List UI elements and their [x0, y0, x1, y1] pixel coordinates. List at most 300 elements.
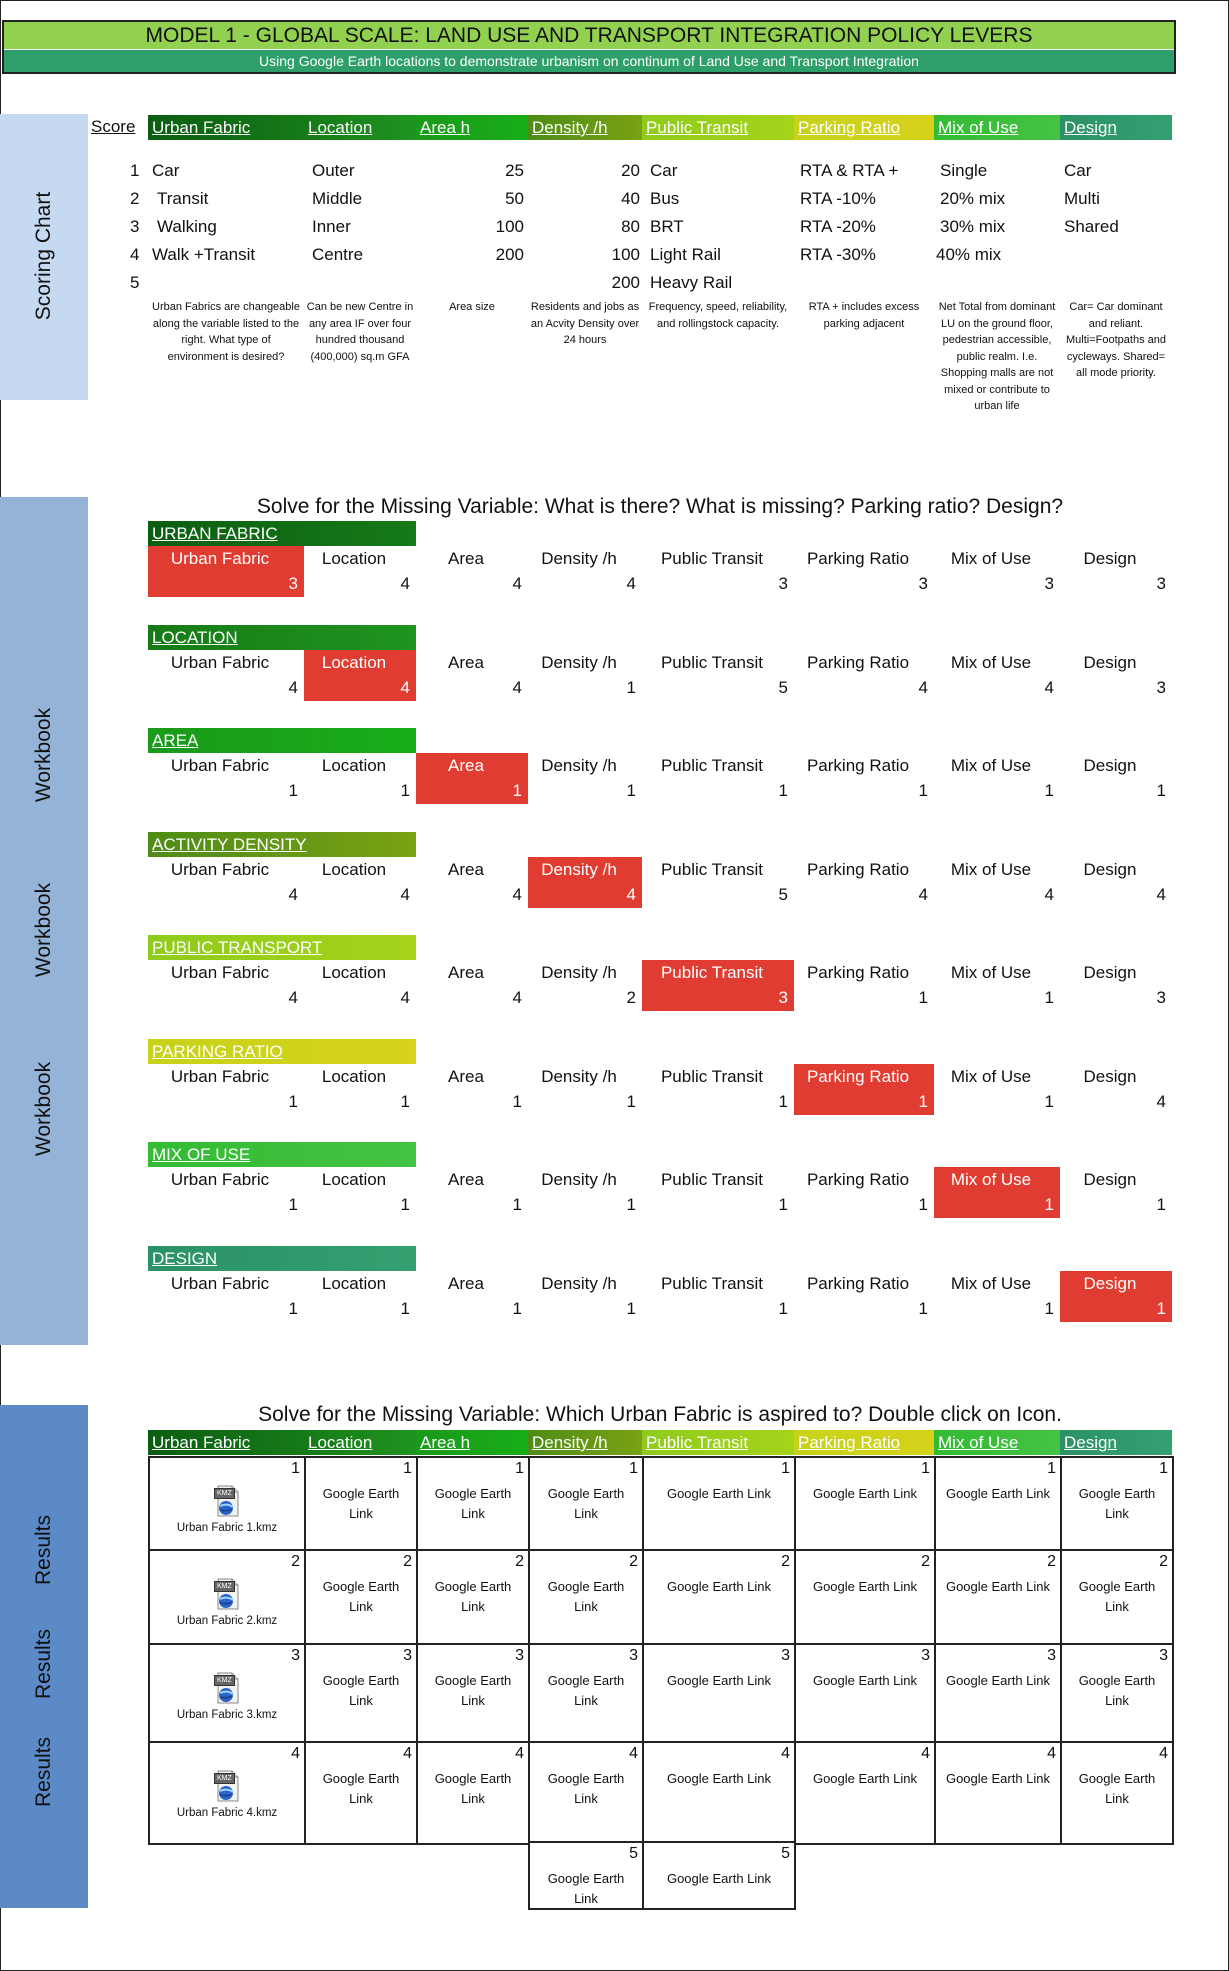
workbook-value: 3	[1156, 678, 1166, 697]
google-earth-link-cell[interactable]	[642, 1549, 796, 1645]
workbook-label: Mix of Use	[950, 1170, 1032, 1189]
workbook-label: Area	[448, 756, 484, 775]
workbook-label: Design	[1083, 963, 1137, 982]
workbook-label: Location	[321, 1274, 387, 1293]
workbook-label: Area	[448, 963, 484, 982]
workbook-label: Density /h	[541, 653, 617, 672]
kmz-file-icon[interactable]	[212, 1577, 242, 1611]
google-earth-link-cell[interactable]	[304, 1456, 418, 1551]
scoring-parking-value: RTA -30%	[800, 245, 876, 264]
workbook-section-header: MIX OF USE	[148, 1142, 416, 1167]
workbook-label: Parking Ratio	[806, 1067, 910, 1086]
google-earth-link[interactable]: Google Earth Link	[666, 1871, 772, 1886]
scoring-public-transit-value: Car	[650, 161, 678, 180]
cell-number: 3	[629, 1647, 638, 1664]
scoring-parking-value: RTA -10%	[800, 189, 876, 208]
workbook-value: 4	[512, 885, 522, 904]
workbook-section-header: DESIGN	[148, 1246, 416, 1271]
workbook-label: Mix of Use	[950, 963, 1032, 982]
workbook-label: Public Transit	[660, 756, 764, 775]
google-earth-link-cell[interactable]	[642, 1643, 796, 1743]
scoring-public-transit-value: BRT	[650, 217, 684, 236]
scoring-public-transit-value: Light Rail	[650, 245, 721, 264]
workbook-label: Public Transit	[660, 860, 764, 879]
google-earth-link[interactable]: Google Earth Link	[945, 1771, 1051, 1786]
workbook-value: 3	[1044, 574, 1054, 593]
results-header-area: Area h	[416, 1430, 528, 1455]
workbook-label: Public Transit	[660, 1170, 764, 1189]
google-earth-link-cell[interactable]	[528, 1456, 644, 1551]
workbook-section-header: ACTIVITY DENSITY	[148, 832, 416, 857]
workbook-label: Mix of Use	[950, 1067, 1032, 1086]
google-earth-link-cell[interactable]	[642, 1841, 796, 1910]
cell-number: 4	[403, 1745, 412, 1762]
google-earth-link[interactable]: Google Earth Link	[812, 1579, 918, 1594]
workbook-label: Location	[321, 963, 387, 982]
google-earth-link-cell[interactable]	[1060, 1741, 1174, 1845]
workbook-value: 1	[778, 1195, 788, 1214]
workbook-value: 4	[1044, 885, 1054, 904]
google-earth-link-cell[interactable]	[934, 1643, 1062, 1743]
cell-number: 1	[1047, 1460, 1056, 1477]
scoring-chart-band	[0, 114, 88, 400]
google-earth-link[interactable]: Google Earth Link	[666, 1579, 772, 1594]
workbook-value: 4	[288, 988, 298, 1007]
workbook-value: 1	[1044, 1092, 1054, 1111]
google-earth-link-cell[interactable]	[528, 1549, 644, 1645]
score-number: 1	[130, 161, 140, 180]
workbook-label: Public Transit	[660, 1274, 764, 1293]
cell-number: 2	[515, 1553, 524, 1570]
scoring-density-value: 20	[621, 161, 640, 180]
workbook-value: 4	[400, 988, 410, 1007]
workbook-label-2: Workbook	[32, 882, 55, 978]
workbook-value: 5	[778, 678, 788, 697]
workbook-label: Area	[448, 549, 484, 568]
workbook-label: Location	[321, 1067, 387, 1086]
workbook-label: Urban Fabric	[170, 963, 270, 982]
google-earth-link-cell[interactable]	[304, 1741, 418, 1845]
workbook-title: Solve for the Missing Variable: What is there? What is missing? Parking ratio? Design?	[256, 495, 1064, 518]
kmz-badge: KMZ	[214, 1488, 235, 1499]
urban-fabric-kmz-cell[interactable]	[148, 1549, 306, 1645]
scoring-urban-fabric-value: Walk +Transit	[152, 245, 256, 264]
google-earth-link-cell[interactable]	[304, 1643, 418, 1743]
cell-number: 2	[291, 1553, 300, 1570]
workbook-label: Design	[1083, 756, 1137, 775]
cell-number: 3	[921, 1647, 930, 1664]
workbook-section-header: PUBLIC TRANSPORT	[148, 935, 416, 960]
google-earth-link-cell[interactable]	[794, 1643, 936, 1743]
scoring-density-value: 100	[611, 245, 640, 264]
google-earth-link[interactable]: Google Earth Link	[1078, 1486, 1156, 1521]
workbook-value: 1	[1044, 988, 1054, 1007]
workbook-label: Mix of Use	[950, 860, 1032, 879]
kmz-file-icon[interactable]	[212, 1769, 242, 1803]
google-earth-link-cell[interactable]	[304, 1549, 418, 1645]
google-earth-link-cell[interactable]	[528, 1741, 644, 1845]
results-header-public-transit: Public Transit	[642, 1430, 794, 1455]
score-label: Score	[91, 117, 136, 136]
workbook-value: 4	[288, 678, 298, 697]
workbook-value: 1	[626, 1299, 636, 1318]
scoring-location-value: Inner	[312, 217, 351, 236]
results-title: Solve for the Missing Variable: Which Urban Fabric is aspired to? Double click on Icon.	[258, 1403, 1062, 1426]
google-earth-link[interactable]: Google Earth Link	[1078, 1579, 1156, 1614]
workbook-label: Public Transit	[660, 963, 764, 982]
cell-number: 3	[291, 1647, 300, 1664]
workbook-label-1: Workbook	[32, 707, 55, 803]
scoring-note-public-transit: Frequency, speed, reliability, and rollingstock capacity.	[648, 301, 788, 330]
workbook-label-3: Workbook	[32, 1061, 55, 1157]
scoring-header-public-transit: Public Transit	[642, 115, 794, 140]
google-earth-link-cell[interactable]	[528, 1643, 644, 1743]
workbook-value: 1	[1156, 781, 1166, 800]
scoring-urban-fabric-value: Car	[152, 161, 180, 180]
workbook-label: Parking Ratio	[806, 860, 910, 879]
workbook-value: 1	[626, 1195, 636, 1214]
cell-number: 4	[291, 1745, 300, 1762]
workbook-label: Location	[321, 653, 387, 672]
workbook-value: 4	[626, 574, 636, 593]
workbook-value: 4	[400, 678, 410, 697]
workbook-value: 4	[512, 988, 522, 1007]
google-earth-link-cell[interactable]	[794, 1456, 936, 1551]
google-earth-link[interactable]: Google Earth Link	[547, 1486, 625, 1521]
cell-number: 4	[921, 1745, 930, 1762]
cell-number: 3	[781, 1647, 790, 1664]
workbook-label: Area	[448, 1170, 484, 1189]
cell-number: 5	[629, 1845, 638, 1862]
cell-number: 1	[1159, 1460, 1168, 1477]
kmz-badge: KMZ	[214, 1773, 235, 1784]
workbook-value: 1	[400, 1195, 410, 1214]
google-earth-link[interactable]: Google Earth Link	[945, 1673, 1051, 1688]
workbook-label: Density /h	[541, 1274, 617, 1293]
workbook-label: Urban Fabric	[170, 756, 270, 775]
google-earth-link[interactable]: Google Earth Link	[666, 1673, 772, 1688]
scoring-public-transit-value: Heavy Rail	[650, 273, 733, 292]
workbook-label: Mix of Use	[950, 1274, 1032, 1293]
workbook-section-header: URBAN FABRIC	[148, 521, 416, 546]
cell-number: 2	[781, 1553, 790, 1570]
workbook-value: 4	[626, 885, 636, 904]
scoring-header-urban-fabric: Urban Fabric	[148, 115, 304, 140]
urban-fabric-kmz-cell[interactable]	[148, 1741, 306, 1845]
workbook-label: Design	[1083, 549, 1137, 568]
google-earth-link[interactable]: Google Earth Link	[547, 1673, 625, 1708]
scoring-urban-fabric-value: Walking	[157, 217, 217, 236]
workbook-value: 1	[918, 1195, 928, 1214]
workbook-label: Public Transit	[660, 549, 764, 568]
score-number: 2	[130, 189, 140, 208]
workbook-value: 4	[288, 885, 298, 904]
scoring-header-design: Design	[1060, 115, 1172, 140]
results-header-location: Location	[304, 1430, 416, 1455]
workbook-label: Parking Ratio	[806, 1274, 910, 1293]
scoring-note-density: Residents and jobs as an Acvity Density over 24 hours	[530, 301, 640, 346]
workbook-value: 1	[512, 1299, 522, 1318]
page-subtitle: Using Google Earth locations to demonstrate urbanism on continum of Land Use and Transport Integration	[4, 50, 1174, 72]
scoring-parking-value: RTA & RTA +	[800, 161, 899, 180]
scoring-design-value: Shared	[1064, 217, 1119, 236]
cell-number: 1	[515, 1460, 524, 1477]
scoring-note-area: Area size	[449, 301, 495, 313]
workbook-value: 4	[918, 885, 928, 904]
workbook-label: Mix of Use	[950, 549, 1032, 568]
scoring-area-value: 100	[495, 217, 524, 236]
google-earth-link-cell[interactable]	[934, 1741, 1062, 1845]
workbook-label: Design	[1083, 653, 1137, 672]
google-earth-link-cell[interactable]	[416, 1741, 530, 1845]
scoring-header-location: Location	[304, 115, 416, 140]
scoring-note-mix: Net Total from dominant LU on the ground floor, pedestrian accessible, public realm. I.e. Shopping malls are not mixed or contribute to urban life	[938, 301, 1056, 412]
workbook-value: 1	[918, 781, 928, 800]
workbook-value: 2	[626, 988, 636, 1007]
google-earth-link[interactable]: Google Earth Link	[812, 1771, 918, 1786]
page-title: MODEL 1 - GLOBAL SCALE: LAND USE AND TRANSPORT INTEGRATION POLICY LEVERS	[4, 22, 1174, 49]
workbook-label: Urban Fabric	[170, 653, 270, 672]
kmz-file-label[interactable]: Urban Fabric 2.kmz	[176, 1615, 278, 1627]
workbook-value: 4	[512, 574, 522, 593]
workbook-section-header: AREA	[148, 728, 416, 753]
google-earth-link[interactable]: Google Earth Link	[547, 1771, 625, 1806]
score-number: 3	[130, 217, 140, 236]
workbook-value: 1	[288, 1299, 298, 1318]
cell-number: 4	[781, 1745, 790, 1762]
scoring-density-value: 200	[611, 273, 640, 292]
results-label-2: Results	[32, 1628, 55, 1700]
workbook-value: 1	[626, 1092, 636, 1111]
scoring-area-value: 25	[505, 161, 524, 180]
google-earth-link[interactable]: Google Earth Link	[322, 1486, 400, 1521]
workbook-value: 1	[400, 1299, 410, 1318]
workbook-label: Urban Fabric	[170, 1274, 270, 1293]
scoring-density-value: 80	[621, 217, 640, 236]
google-earth-link[interactable]: Google Earth Link	[1078, 1673, 1156, 1708]
kmz-badge: KMZ	[214, 1581, 235, 1592]
google-earth-link-cell[interactable]	[528, 1841, 644, 1910]
google-earth-link[interactable]: Google Earth Link	[945, 1486, 1051, 1501]
workbook-label: Density /h	[541, 549, 617, 568]
workbook-value: 1	[1156, 1299, 1166, 1318]
workbook-label: Urban Fabric	[170, 860, 270, 879]
workbook-value: 1	[918, 988, 928, 1007]
cell-number: 2	[403, 1553, 412, 1570]
workbook-value: 3	[918, 574, 928, 593]
google-earth-link[interactable]: Google Earth Link	[434, 1486, 512, 1521]
scoring-note-design: Car= Car dominant and reliant. Multi=Footpaths and cycleways. Shared= all mode priority.	[1066, 301, 1166, 379]
workbook-label: Area	[448, 1067, 484, 1086]
workbook-label: Parking Ratio	[806, 756, 910, 775]
workbook-value: 4	[1044, 678, 1054, 697]
workbook-value: 4	[400, 885, 410, 904]
google-earth-link[interactable]: Google Earth Link	[547, 1579, 625, 1614]
workbook-value: 3	[1156, 988, 1166, 1007]
workbook-value: 1	[512, 1092, 522, 1111]
workbook-value: 3	[288, 574, 298, 593]
google-earth-link-cell[interactable]	[416, 1643, 530, 1743]
cell-number: 1	[291, 1460, 300, 1477]
scoring-note-location: Can be new Centre in any area IF over four hundred thousand (400,000) sq.m GFA	[306, 301, 414, 363]
scoring-location-value: Middle	[312, 189, 363, 208]
workbook-value: 4	[918, 678, 928, 697]
kmz-badge: KMZ	[214, 1675, 235, 1686]
google-earth-link-cell[interactable]	[794, 1549, 936, 1645]
google-earth-link-cell[interactable]	[416, 1549, 530, 1645]
workbook-label: Urban Fabric	[170, 1067, 270, 1086]
results-header-mix: Mix of Use	[934, 1430, 1060, 1455]
scoring-design-value: Multi	[1064, 189, 1100, 208]
kmz-file-icon[interactable]	[212, 1671, 242, 1705]
cell-number: 2	[1047, 1553, 1056, 1570]
workbook-value: 1	[288, 1092, 298, 1111]
google-earth-link[interactable]: Google Earth Link	[434, 1771, 512, 1806]
scoring-header-area: Area h	[416, 115, 528, 140]
google-earth-link[interactable]: Google Earth Link	[812, 1673, 918, 1688]
workbook-label: Urban Fabric	[170, 1170, 270, 1189]
workbook-band	[0, 497, 88, 1345]
score-number: 4	[130, 245, 140, 264]
cell-number: 2	[629, 1553, 638, 1570]
google-earth-link[interactable]: Google Earth Link	[547, 1871, 625, 1906]
scoring-header-density: Density /h	[528, 115, 642, 140]
workbook-value: 3	[1156, 574, 1166, 593]
workbook-value: 1	[288, 781, 298, 800]
workbook-label: Density /h	[541, 1170, 617, 1189]
workbook-label: Location	[321, 860, 387, 879]
workbook-value: 1	[918, 1092, 928, 1111]
workbook-label: Location	[321, 549, 387, 568]
scoring-parking-value: RTA -20%	[800, 217, 876, 236]
workbook-value: 4	[1156, 1092, 1166, 1111]
workbook-label: Mix of Use	[950, 756, 1032, 775]
workbook-label: Parking Ratio	[806, 963, 910, 982]
scoring-mix-value: Single	[940, 161, 988, 180]
cell-number: 3	[403, 1647, 412, 1664]
workbook-value: 1	[1044, 1195, 1054, 1214]
workbook-value: 1	[626, 678, 636, 697]
workbook-label: Area	[448, 653, 484, 672]
results-header-urban-fabric: Urban Fabric	[148, 1430, 304, 1455]
results-band	[0, 1405, 88, 1908]
google-earth-link[interactable]: Google Earth Link	[434, 1673, 512, 1708]
results-header-parking: Parking Ratio	[794, 1430, 934, 1455]
kmz-file-label[interactable]: Urban Fabric 1.kmz	[176, 1522, 278, 1534]
workbook-value: 1	[778, 1299, 788, 1318]
cell-number: 1	[403, 1460, 412, 1477]
google-earth-link[interactable]: Google Earth Link	[322, 1771, 400, 1806]
workbook-value: 1	[512, 1195, 522, 1214]
workbook-label: Density /h	[541, 963, 617, 982]
workbook-section-header: PARKING RATIO	[148, 1039, 416, 1064]
results-header-density: Density /h	[528, 1430, 642, 1455]
cell-number: 4	[1159, 1745, 1168, 1762]
scoring-area-value: 50	[505, 189, 524, 208]
workbook-value: 1	[288, 1195, 298, 1214]
workbook-label: Design	[1083, 1067, 1137, 1086]
workbook-value: 5	[778, 885, 788, 904]
google-earth-link-cell[interactable]	[1060, 1456, 1174, 1551]
workbook-value: 4	[1156, 885, 1166, 904]
google-earth-link[interactable]: Google Earth Link	[434, 1579, 512, 1614]
google-earth-link-cell[interactable]	[1060, 1549, 1174, 1645]
google-earth-link-cell[interactable]	[416, 1456, 530, 1551]
cell-number: 1	[629, 1460, 638, 1477]
google-earth-link-cell[interactable]	[794, 1741, 936, 1845]
workbook-value: 1	[1044, 1299, 1054, 1318]
workbook-label: Density /h	[541, 1067, 617, 1086]
workbook-label: Design	[1083, 1170, 1137, 1189]
google-earth-link[interactable]: Google Earth Link	[322, 1579, 400, 1614]
workbook-value: 1	[512, 781, 522, 800]
workbook-value: 1	[918, 1299, 928, 1318]
workbook-value: 1	[626, 781, 636, 800]
results-label-3: Results	[32, 1736, 55, 1808]
cell-number: 2	[921, 1553, 930, 1570]
kmz-file-label[interactable]: Urban Fabric 4.kmz	[176, 1807, 278, 1819]
google-earth-link-cell[interactable]	[642, 1741, 796, 1845]
google-earth-link-cell[interactable]	[934, 1456, 1062, 1551]
scoring-public-transit-value: Bus	[650, 189, 680, 208]
workbook-section-header: LOCATION	[148, 625, 416, 650]
workbook-label: Location	[321, 1170, 387, 1189]
google-earth-link[interactable]: Google Earth Link	[945, 1579, 1051, 1594]
workbook-value: 3	[778, 574, 788, 593]
google-earth-link[interactable]: Google Earth Link	[322, 1673, 400, 1708]
google-earth-link[interactable]: Google Earth Link	[1078, 1771, 1156, 1806]
results-label-1: Results	[32, 1514, 55, 1586]
scoring-mix-value: 40% mix	[936, 245, 1002, 264]
workbook-value: 3	[778, 988, 788, 1007]
workbook-label: Parking Ratio	[806, 653, 910, 672]
scoring-design-value: Car	[1064, 161, 1092, 180]
workbook-label: Location	[321, 756, 387, 775]
workbook-value: 1	[400, 781, 410, 800]
cell-number: 4	[515, 1745, 524, 1762]
kmz-file-label[interactable]: Urban Fabric 3.kmz	[176, 1709, 278, 1721]
scoring-header-parking: Parking Ratio	[794, 115, 934, 140]
scoring-note-urban-fabric: Urban Fabrics are changeable along the variable listed to the right. What type of environment is desired?	[152, 301, 300, 363]
cell-number: 2	[1159, 1553, 1168, 1570]
google-earth-link-cell[interactable]	[934, 1549, 1062, 1645]
urban-fabric-kmz-cell[interactable]	[148, 1643, 306, 1743]
kmz-file-icon[interactable]	[212, 1484, 242, 1518]
urban-fabric-kmz-cell[interactable]	[148, 1456, 306, 1551]
workbook-value: 1	[778, 1092, 788, 1111]
score-number: 5	[130, 273, 140, 292]
cell-number: 1	[921, 1460, 930, 1477]
cell-number: 4	[629, 1745, 638, 1762]
google-earth-link[interactable]: Google Earth Link	[812, 1486, 918, 1501]
workbook-label: Public Transit	[660, 653, 764, 672]
google-earth-link-cell[interactable]	[1060, 1643, 1174, 1743]
workbook-label: Design	[1083, 1274, 1137, 1293]
cell-number: 3	[1047, 1647, 1056, 1664]
workbook-label: Area	[448, 860, 484, 879]
workbook-value: 4	[512, 678, 522, 697]
google-earth-link-cell[interactable]	[642, 1456, 796, 1551]
workbook-label: Parking Ratio	[806, 549, 910, 568]
workbook-label: Area	[448, 1274, 484, 1293]
google-earth-link[interactable]: Google Earth Link	[666, 1771, 772, 1786]
workbook-value: 1	[1156, 1195, 1166, 1214]
page-header	[2, 20, 1176, 74]
google-earth-link[interactable]: Google Earth Link	[666, 1486, 772, 1501]
workbook-label: Design	[1083, 860, 1137, 879]
workbook-label: Density /h	[541, 756, 617, 775]
cell-number: 5	[781, 1845, 790, 1862]
